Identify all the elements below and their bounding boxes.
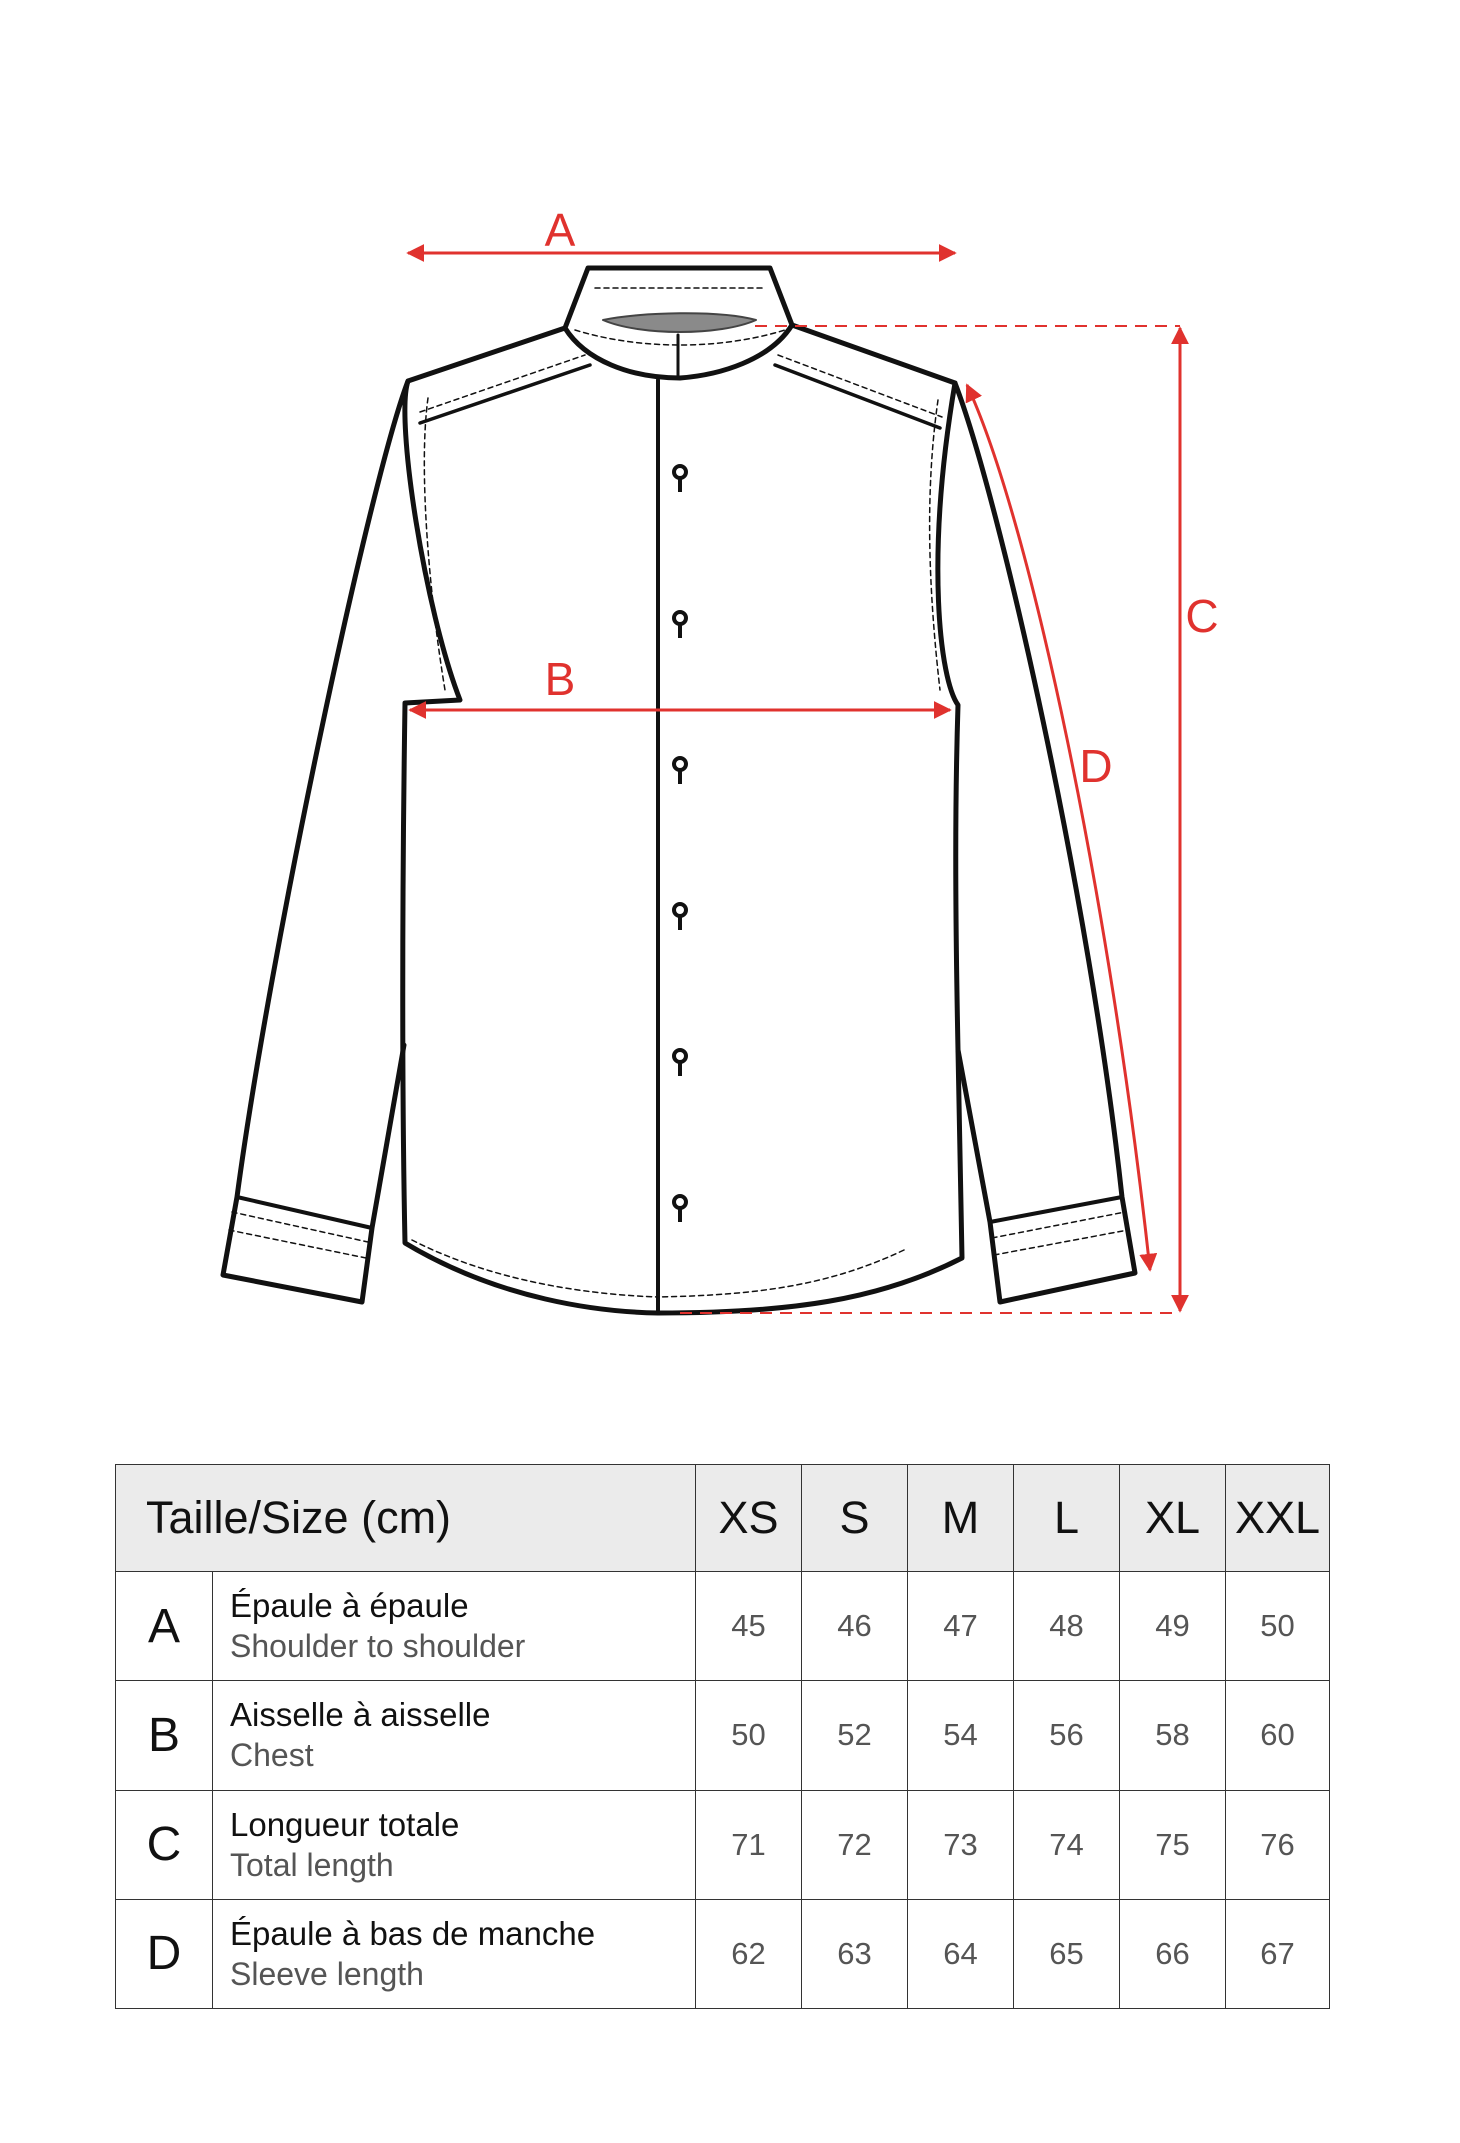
value-cell: 50 xyxy=(696,1681,802,1790)
value-cell: 71 xyxy=(696,1790,802,1899)
right-cuff-seam xyxy=(990,1197,1122,1222)
size-header-l: L xyxy=(1014,1465,1120,1572)
left-cuff-seam xyxy=(237,1197,372,1228)
table-row xyxy=(116,1899,1330,2008)
button-icon xyxy=(674,1050,686,1062)
row-label-fr: Longueur totale xyxy=(230,1805,460,1843)
button-icon xyxy=(674,904,686,916)
row-letter: D xyxy=(116,1899,213,2008)
button-icon xyxy=(674,758,686,770)
value-cell: 56 xyxy=(1014,1681,1120,1790)
row-letter: A xyxy=(116,1572,213,1681)
table-row xyxy=(116,1572,1330,1681)
value-cell: 72 xyxy=(802,1790,908,1899)
value-cell: 45 xyxy=(696,1572,802,1681)
left-cuff-stitch xyxy=(229,1212,368,1258)
size-header-xl: XL xyxy=(1120,1465,1226,1572)
button-icon xyxy=(674,1196,686,1208)
row-description xyxy=(213,1790,696,1899)
yoke-stitch xyxy=(420,355,942,417)
measure-b-label: B xyxy=(544,653,576,705)
value-cell: 47 xyxy=(908,1572,1014,1681)
table-header-row xyxy=(116,1465,1330,1572)
value-cell: 49 xyxy=(1120,1572,1226,1681)
value-cell: 48 xyxy=(1014,1572,1120,1681)
row-label-en: Chest xyxy=(230,1737,314,1774)
value-cell: 67 xyxy=(1226,1899,1330,2008)
row-label-en: Total length xyxy=(230,1846,394,1883)
value-cell: 62 xyxy=(696,1899,802,2008)
row-label-fr: Épaule à épaule xyxy=(230,1587,469,1625)
row-description xyxy=(213,1681,696,1790)
measure-a-label: A xyxy=(544,204,576,256)
row-description xyxy=(213,1572,696,1681)
row-letter: C xyxy=(116,1790,213,1899)
value-cell: 46 xyxy=(802,1572,908,1681)
value-cell: 58 xyxy=(1120,1681,1226,1790)
left-yoke-seam xyxy=(420,365,590,423)
measure-c-label: C xyxy=(1185,590,1219,642)
row-label-fr: Épaule à bas de manche xyxy=(230,1914,596,1952)
value-cell: 76 xyxy=(1226,1790,1330,1899)
row-description xyxy=(213,1899,696,2008)
value-cell: 74 xyxy=(1014,1790,1120,1899)
value-cell: 54 xyxy=(908,1681,1014,1790)
value-cell: 63 xyxy=(802,1899,908,2008)
button-icon xyxy=(674,466,686,478)
size-header-xxl: XXL xyxy=(1226,1465,1330,1572)
size-header-xs: XS xyxy=(696,1465,802,1572)
row-label-en: Shoulder to shoulder xyxy=(230,1628,526,1665)
value-cell: 66 xyxy=(1120,1899,1226,2008)
table-title: Taille/Size (cm) xyxy=(116,1465,696,1572)
right-sleeve xyxy=(955,383,1135,1302)
shirt-outline xyxy=(223,268,1135,1313)
right-yoke-seam xyxy=(775,365,940,428)
row-label-fr: Aisselle à aisselle xyxy=(230,1696,491,1734)
row-letter: B xyxy=(116,1681,213,1790)
value-cell: 64 xyxy=(908,1899,1014,2008)
row-label-en: Sleeve length xyxy=(230,1955,424,1992)
value-cell: 50 xyxy=(1226,1572,1330,1681)
value-cell: 65 xyxy=(1014,1899,1120,2008)
body-stitch xyxy=(412,398,940,1297)
button-icon xyxy=(674,612,686,624)
table-row xyxy=(116,1790,1330,1899)
value-cell: 75 xyxy=(1120,1790,1226,1899)
size-chart-table xyxy=(115,1464,1330,2009)
table-row xyxy=(116,1681,1330,1790)
measure-d-label: D xyxy=(1079,740,1113,792)
collar-band xyxy=(603,313,756,332)
value-cell: 52 xyxy=(802,1681,908,1790)
size-header-s: S xyxy=(802,1465,908,1572)
value-cell: 60 xyxy=(1226,1681,1330,1790)
shirt-buttons xyxy=(674,466,686,1222)
value-cell: 73 xyxy=(908,1790,1014,1899)
left-sleeve xyxy=(223,381,408,1302)
size-header-m: M xyxy=(908,1465,1014,1572)
